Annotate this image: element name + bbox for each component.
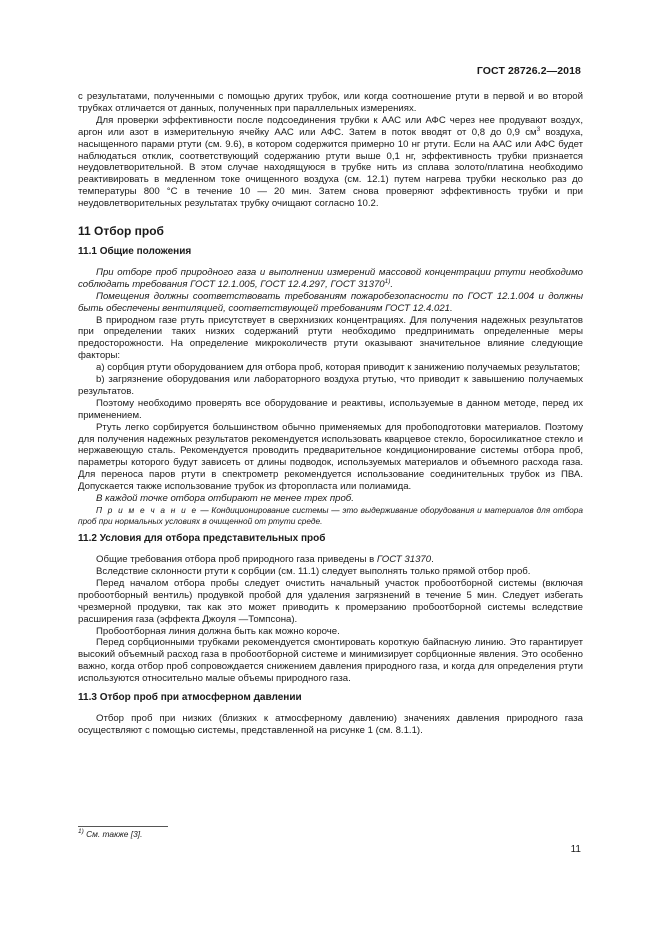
s11-1-item-a: а) сорбция ртути оборудованием для отбора проб, которая приводит к занижению получаемых результатов;	[96, 362, 581, 374]
footnote: $^{1)}$ См. также [3].	[78, 828, 143, 839]
intro-paragraph-1: с результатами, полученными с помощью других трубок, или когда соотношение ртути в первой и во второй трубках отличается от данных, полученных при параллельных измерениях.	[78, 91, 583, 114]
subsection-11-2-title: 11.2 Условия для отбора представительных проб	[78, 533, 326, 545]
s11-1-paragraph-2: Помещения должны соответствовать требованиям пожаробезопасности по ГОСТ 12.1.004 и должны быть обеспечены вентиляцией, соответствующей требованиям ГОСТ 12.4.021.	[78, 290, 583, 314]
s11-2-paragraph-2: Вследствие склонности ртути к сорбции (см. 11.1) следует выполнять только прямой отбор проб.	[96, 566, 531, 577]
intro-paragraph-2: Для проверки эффективности после подсоединения трубки к ААС или АФС через нее продувают воздух, аргон или азот в измерительную ячейку ААС или АФС. Затем в поток вводят от 0,8 до 0,9 $см^3$ воздуха, насыщенного парами ртути (см. 9.6), в котором содержится примерно 10 нг ртути. Если на ААС или АФС будет наблюдаться отклик, соответствующий содержанию ртути выше 0,1 нг, эффективность трубки признается неудовлетворительной. В этом случае находящуюся в трубке нить из сплава золото/платина необходимо реактивировать в медленном токе очищенного воздуха (см. 12.1) путем нагрева трубки несколько раз до температуры 800 °С в течение 10 — 20 мин. Затем снова проверяют эффективность трубки и при неудовлетворительных результатах трубку очищают согласно 10.2.	[78, 114, 583, 210]
s11-2-paragraph-4: Пробоотборная линия должна быть как можно короче.	[96, 625, 340, 637]
s11-1-paragraph-1: При отборе проб природного газа и выполнении измерений массовой концентрации ртути необходимо соблюдать требования ГОСТ 12.1.005, ГОСТ 12.4.297, ГОСТ 31370$^{1)}$.	[78, 266, 583, 290]
s11-2-paragraph-5: Перед сорбционными трубками рекомендуется смонтировать короткую байпасную линию. Это гарантирует высокий объемный расход газа в пробоотборной системе и минимизирует сорбционные явления. Это особенно важно, когда отбор проб сопровождается снижением давления природного газа, и когда для определения ртути используются относительно малые объемы природного газа.	[78, 637, 583, 685]
s11-2-paragraph-3: Перед началом отбора пробы следует очистить начальный участок пробоотборной системы (включая пробоотборный вентиль) продувкой пробой для удаления загрязнений в течение 5 мин. Следует избегать чрезмерной продувки, так как это может приводить к промерзанию пробоотборной системы вследствие расширения газа (эффекта Джоуля —Томпсона).	[78, 577, 583, 625]
s11-1-paragraph-6: Поэтому необходимо проверять все оборудование и реактивы, используемые в данном методе, перед их применением.	[78, 397, 583, 421]
page-body	[78, 91, 583, 737]
section-11-title: 11 Отбор проб	[78, 224, 164, 239]
standard-code: ГОСТ 28726.2—2018	[476, 65, 581, 77]
s11-1-paragraph-3: В природном газе ртуть присутствует в сверхнизких концентрациях. Для получения надежных результатов при определении таких низких содержаний ртути необходимо предпринимать определенные меры предосторожности. На определение микроколичеств ртути оказывают значительное влияние следующие факторы:	[78, 314, 583, 362]
s11-1-note: П р и м е ч а н и е — Кондиционирование системы — это выдерживание оборудования и материалов для отбора проб при нормальных условиях в очищенной от ртути среде.	[78, 505, 583, 526]
s11-3-paragraph-1: Отбор проб при низких (близких к атмосферному давлению) значениях давления природного газа осуществляют с помощью системы, представленной на рисунке 1 (см. 8.1.1).	[78, 712, 583, 736]
s11-1-paragraph-8: В каждой точке отбора отбирают не менее трех проб.	[96, 493, 354, 505]
s11-2-paragraph-1: Общие требования отбора проб природного газа приведены в ГОСТ 31370.	[96, 554, 434, 566]
footnote-divider	[78, 826, 168, 827]
subsection-11-1-title: 11.1 Общие положения	[78, 245, 192, 257]
s11-1-paragraph-7: Ртуть легко сорбируется большинством обычно применяемых для пробоподготовки материалов. Поэтому для получения надежных результатов рекомендуется использовать кварцевое стекло, боросиликатное стекло и нержавеющую сталь. Рекомендуется проводить предварительное кондиционирование системы отбора проб, параметры которого будут зависеть от длины подводок, используемых материалов и объемного расхода газа. Для переноса паров ртути в спектрометр рекомендуется использование соединительных трубок из ПВА. Допускается также использование трубок из фторопласта или полиамида.	[78, 421, 583, 493]
subsection-11-3-title: 11.3 Отбор проб при атмосферном давлении	[78, 692, 302, 704]
page-number: 11	[570, 844, 581, 855]
s11-1-item-b: b) загрязнение оборудования или лабораторного воздуха ртутью, что приводит к завышению получаемых результатов.	[78, 374, 583, 397]
